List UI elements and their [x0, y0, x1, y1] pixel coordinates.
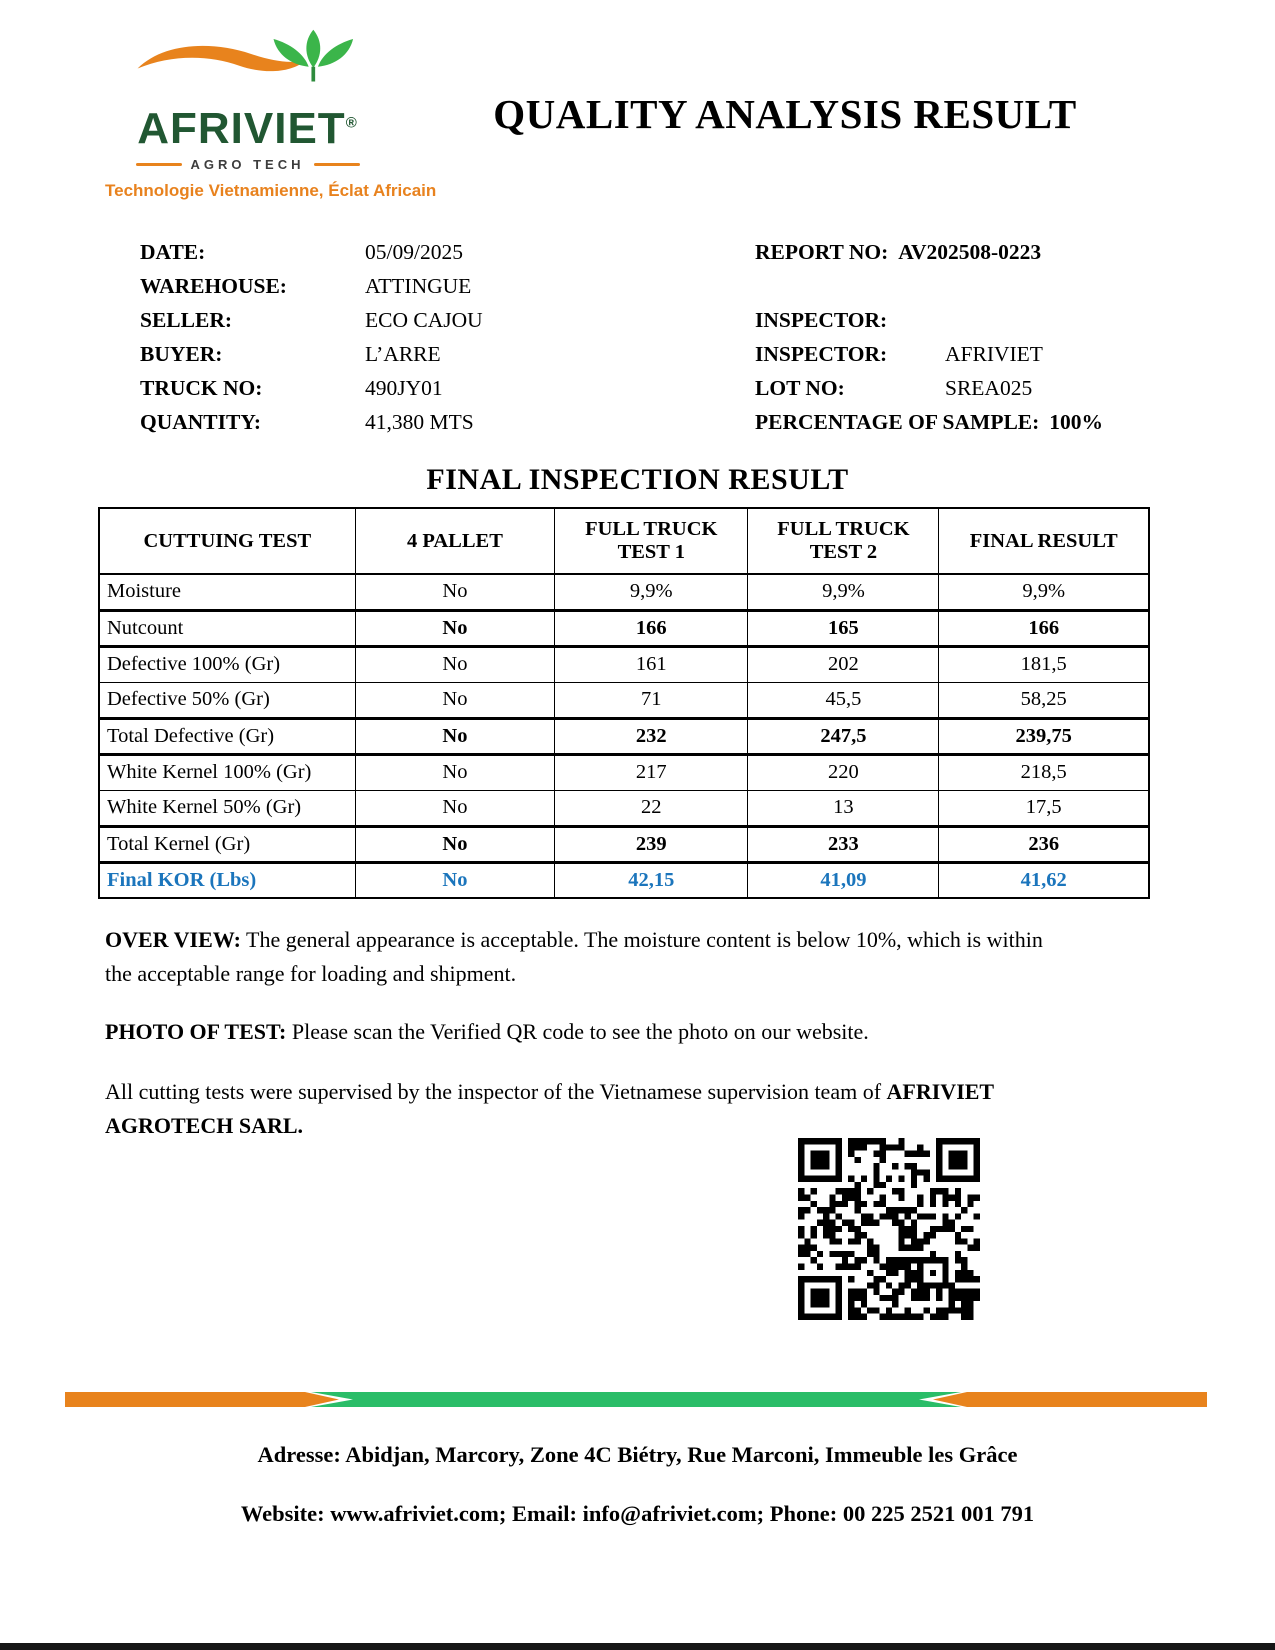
row-value: 58,25 — [939, 682, 1149, 718]
left-rule — [136, 163, 182, 166]
quantity-label: QUANTITY: — [140, 410, 262, 434]
shipment-info — [140, 235, 1275, 439]
page-title: QUALITY ANALYSIS RESULT — [493, 91, 1077, 137]
row-value: 161 — [555, 646, 748, 682]
row-value: 239,75 — [939, 718, 1149, 754]
row-value: 41,62 — [939, 862, 1149, 898]
info-row-truck — [140, 371, 755, 405]
date-value: 05/09/2025 — [365, 240, 463, 264]
row-value: 166 — [555, 610, 748, 646]
row-label: White Kernel 100% (Gr) — [99, 754, 355, 790]
logo-subtitle — [105, 157, 390, 172]
row-label: Nutcount — [99, 610, 355, 646]
report-header — [0, 0, 1275, 201]
col-full-truck-test-1: FULL TRUCK TEST 1 — [555, 508, 748, 574]
row-value: No — [355, 574, 555, 610]
sample-label: PERCENTAGE OF SAMPLE: — [755, 410, 1040, 434]
buyer-label: BUYER: — [140, 342, 223, 366]
title-area — [390, 26, 1235, 201]
logo-swoosh-leaves-icon — [132, 26, 363, 100]
buyer-value: L’ARRE — [365, 342, 441, 366]
row-value: 220 — [748, 754, 939, 790]
row-value: 218,5 — [939, 754, 1149, 790]
row-label: White Kernel 50% (Gr) — [99, 790, 355, 826]
row-value: 181,5 — [939, 646, 1149, 682]
agro-tech-label: AGRO TECH — [190, 157, 305, 172]
row-value: 71 — [555, 682, 748, 718]
table-row — [99, 718, 1149, 754]
report-no-label: REPORT NO: — [755, 240, 889, 264]
registered-mark: ® — [345, 114, 358, 132]
row-value: 202 — [748, 646, 939, 682]
inspector1-label: INSPECTOR: — [755, 308, 888, 332]
afriviet-logo — [105, 26, 437, 201]
supervision-text: All cutting tests were supervised by the inspector of the Vietnamese supervision team of — [105, 1079, 882, 1104]
info-row-inspector2 — [755, 337, 1275, 371]
right-rule — [314, 163, 360, 166]
table-row — [99, 682, 1149, 718]
row-label: Total Kernel (Gr) — [99, 826, 355, 862]
brand-name: AFRIVIET® — [137, 104, 358, 153]
row-label: Total Defective (Gr) — [99, 718, 355, 754]
divider-arrow-bar — [65, 1392, 1207, 1407]
row-value: No — [355, 862, 555, 898]
table-row — [99, 574, 1149, 610]
table-row — [99, 646, 1149, 682]
row-value: 236 — [939, 826, 1149, 862]
row-value: No — [355, 718, 555, 754]
col-4-pallet: 4 PALLET — [355, 508, 555, 574]
info-row-date — [140, 235, 755, 269]
address-line: Adresse: Abidjan, Marcory, Zone 4C Biétry, Rue Marconi, Immeuble les Grâce — [257, 1442, 1018, 1467]
row-value: 9,9% — [555, 574, 748, 610]
row-value: 247,5 — [748, 718, 939, 754]
qr-code — [798, 1138, 980, 1320]
row-label: Moisture — [99, 574, 355, 610]
overview-paragraph — [105, 923, 1070, 991]
page-bottom-edge — [0, 1643, 1275, 1650]
info-row-inspector1 — [755, 303, 1275, 337]
info-row-blank — [755, 269, 1275, 303]
overview-label: OVER VIEW: — [105, 927, 241, 952]
row-value: 166 — [939, 610, 1149, 646]
row-value: 13 — [748, 790, 939, 826]
info-row-lot — [755, 371, 1275, 405]
row-label: Final KOR (Lbs) — [99, 862, 355, 898]
row-value: 41,09 — [748, 862, 939, 898]
row-value: 45,5 — [748, 682, 939, 718]
report-no-value: AV202508-0223 — [898, 240, 1042, 264]
table-row — [99, 610, 1149, 646]
row-value: 22 — [555, 790, 748, 826]
logo-tagline: Technologie Vietnamienne, Éclat Africain — [105, 181, 437, 200]
section-title: FINAL INSPECTION RESULT — [426, 463, 849, 496]
table-header-row — [99, 508, 1149, 574]
info-row-quantity — [140, 405, 755, 439]
lot-no-label: LOT NO: — [755, 376, 845, 400]
lot-no-value: SREA025 — [945, 376, 1033, 400]
col-full-truck-test-2: FULL TRUCK TEST 2 — [748, 508, 939, 574]
table-row — [99, 862, 1149, 898]
row-value: No — [355, 754, 555, 790]
supervision-bold-text: AFRIVIET AGROTECH SARL. — [105, 1079, 994, 1138]
row-value: 42,15 — [555, 862, 748, 898]
row-value: No — [355, 826, 555, 862]
warehouse-value: ATTINGUE — [365, 274, 472, 298]
info-row-seller — [140, 303, 755, 337]
row-value: No — [355, 682, 555, 718]
row-value: No — [355, 646, 555, 682]
inspector2-label: INSPECTOR: — [755, 342, 888, 366]
quantity-value: 41,380 MTS — [365, 410, 474, 434]
table-row — [99, 790, 1149, 826]
row-label: Defective 50% (Gr) — [99, 682, 355, 718]
photo-text: Please scan the Verified QR code to see the photo on our website. — [291, 1019, 869, 1044]
table-row — [99, 826, 1149, 862]
row-value: No — [355, 790, 555, 826]
row-value: 239 — [555, 826, 748, 862]
info-row-sample — [755, 405, 1275, 439]
table-row — [99, 754, 1149, 790]
truck-no-value: 490JY01 — [365, 376, 443, 400]
warehouse-label: WAREHOUSE: — [140, 274, 287, 298]
final-inspection-table — [98, 507, 1150, 899]
contact-line: Website: www.afriviet.com; Email: info@afriviet.com; Phone: 00 225 2521 001 791 — [240, 1501, 1035, 1526]
inspector2-value: AFRIVIET — [945, 342, 1043, 366]
row-value: 17,5 — [939, 790, 1149, 826]
results-table-body — [99, 574, 1149, 898]
row-value: 232 — [555, 718, 748, 754]
sample-value: 100% — [1049, 410, 1104, 434]
photo-label: PHOTO OF TEST: — [105, 1019, 287, 1044]
photo-of-test-paragraph — [105, 1015, 1115, 1049]
row-value: 9,9% — [939, 574, 1149, 610]
seller-label: SELLER: — [140, 308, 233, 332]
row-value: 233 — [748, 826, 939, 862]
info-row-buyer — [140, 337, 755, 371]
date-label: DATE: — [140, 240, 206, 264]
truck-no-label: TRUCK NO: — [140, 376, 263, 400]
overview-text: The general appearance is acceptable. The moisture content is below 10%, which is within the acceptable range for loading and shipment. — [105, 927, 1043, 986]
row-value: 217 — [555, 754, 748, 790]
col-cutting-test: CUTTUING TEST — [99, 508, 355, 574]
info-row-warehouse — [140, 269, 755, 303]
footer — [0, 1442, 1275, 1527]
seller-value: ECO CAJOU — [365, 308, 483, 332]
row-value: 165 — [748, 610, 939, 646]
col-final-result: FINAL RESULT — [939, 508, 1149, 574]
info-row-report — [755, 235, 1275, 269]
row-label: Defective 100% (Gr) — [99, 646, 355, 682]
row-value: 9,9% — [748, 574, 939, 610]
row-value: No — [355, 610, 555, 646]
supervision-paragraph — [105, 1075, 1095, 1143]
